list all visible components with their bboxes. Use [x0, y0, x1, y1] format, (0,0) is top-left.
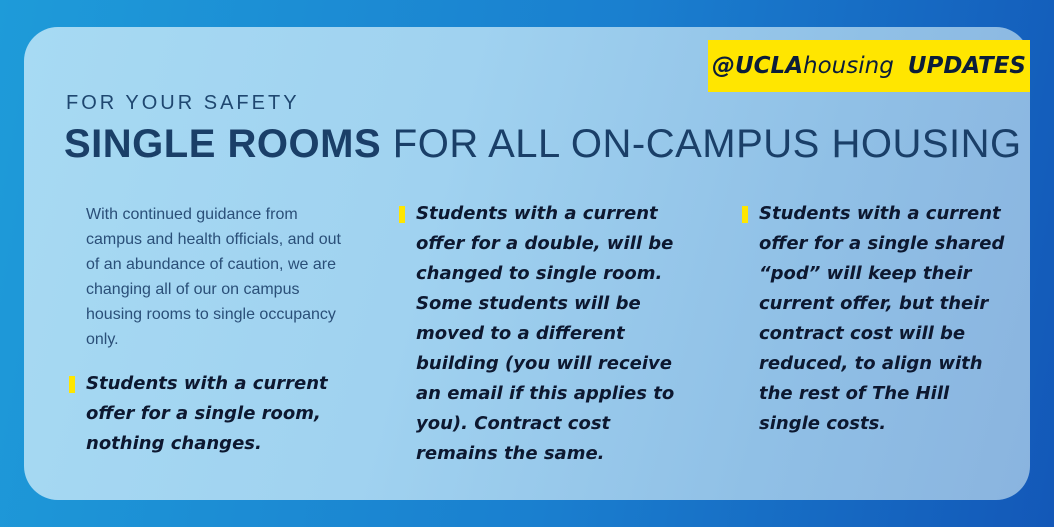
policy-point-single: Students with a current offer for a single room, nothing changes.: [86, 373, 328, 454]
bullet-marker: [742, 206, 748, 223]
bullet-marker: [69, 376, 75, 393]
title-rest: FOR ALL ON-CAMPUS HOUSING: [392, 122, 1022, 166]
title-strong: SINGLE ROOMS: [64, 122, 382, 166]
bullet-marker: [399, 206, 405, 223]
eyebrow-heading: FOR YOUR SAFETY: [66, 92, 300, 114]
badge-handle-italic: housing: [803, 53, 894, 79]
page-title: [64, 122, 1022, 167]
badge-updates-label: UPDATES: [907, 53, 1026, 79]
policy-point-pod: Students with a current offer for a single shared “pod” will keep their current offer, but their contract cost will be reduced, to align with the rest of The Hill single costs.: [759, 203, 1005, 434]
intro-paragraph: With continued guidance from campus and health officials, and out of an abundance of caution, we are changing all of our on campus housing rooms to single occupancy only.: [86, 206, 341, 348]
updates-badge: [708, 40, 1030, 92]
policy-point-double: Students with a current offer for a double, will be changed to single room. Some students will be moved to a different building (you will receive an email if this applies to you). Contract cost remains the same.: [416, 203, 675, 464]
badge-handle-bold: @UCLA: [712, 53, 804, 79]
